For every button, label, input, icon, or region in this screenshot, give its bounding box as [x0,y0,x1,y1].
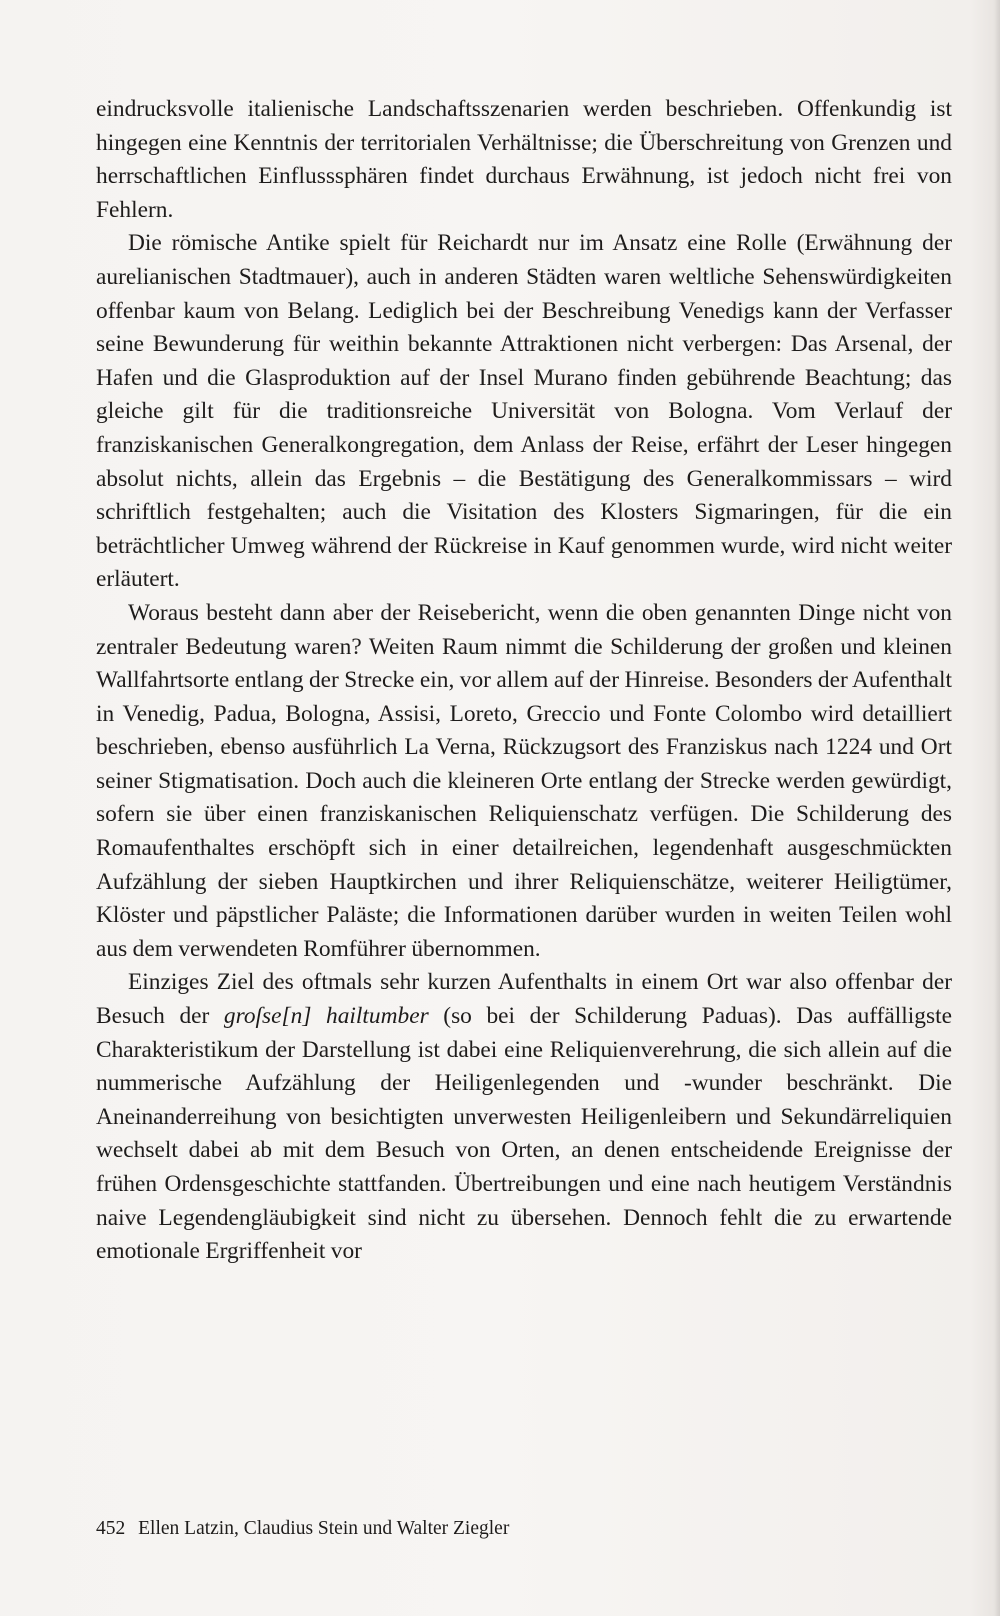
page-number: 452 [96,1518,126,1539]
paragraph-text-before: Einziges Ziel des oftmals sehr kurzen Aufenthalts in einem Ort war also offenbar der Besuch der [96,969,952,1030]
page-footer [96,1516,509,1542]
running-footer-authors: Ellen Latzin, Claudius Stein und Walter Ziegler [138,1518,510,1539]
paragraph-continuation: eindrucksvolle italienische Landschaftsszenarien werden beschrieben. Offenkundig ist hingegen eine Kenntnis der territorialen Verhältnisse; die Überschreitung von Grenzen und herrschaftlichen Einflusssphären findet durchaus Erwähnung, ist jedoch nicht frei von Fehlern. [96,96,952,223]
paragraph-relic-veneration [96,966,952,1268]
paragraph-text-after: (so bei der Schilderung Paduas). Das auffälligste Charakteristikum der Darstellung ist dabei eine Reliquienverehrung, die sich allein auf die nummerische Aufzählung der Heiligenlegenden und -wunder beschränkt. Die Aneinanderreihung von besichtigten unverwesten Heiligenleibern und Sekundärreliquien wechselt dabei ab mit dem Besuch von Orten, an denen entscheidende Ereignisse der frühen Ordensgeschichte stattfanden. Übertreibungen und eine nach heutigem Verständnis naive Legendengläubigkeit sind nicht zu übersehen. Dennoch fehlt die zu erwartende emotionale Ergriffenheit vor [96,1003,952,1265]
quoted-term: groſse[n] hailtumber [223,1003,429,1030]
paragraph-roman-antiquity: Die römische Antike spielt für Reichardt nur im Ansatz eine Rolle (Erwähnung der aurelianischen Stadtmauer), auch in anderen Städten waren weltliche Sehenswürdigkeiten offenbar kaum von Belang. Lediglich bei der Beschreibung Venedigs kann der Verfasser seine Bewunderung für weithin bekannte Attraktionen nicht verbergen: Das Arsenal, der Hafen und die Glasproduktion auf der Insel Murano finden gebührende Beachtung; das gleiche gilt für die traditionsreiche Universität von Bologna. Vom Verlauf der franziskanischen Generalkongregation, dem Anlass der Reise, erfährt der Leser hingegen absolut nichts, allein das Ergebnis – die Bestätigung des Generalkommissars – wird schriftlich festgehalten; auch die Visitation des Klosters Sigmaringen, für die ein beträchtlicher Umweg während der Rückreise in Kauf genommen wurde, wird nicht weiter erläutert. [96,230,952,593]
page-edge-shadow [994,0,1000,1616]
paragraph-pilgrimage-sites: Woraus besteht dann aber der Reisebericht, wenn die oben genannten Dinge nicht von zentraler Bedeutung waren? Weiten Raum nimmt die Schilderung der großen und kleinen Wallfahrtsorte entlang der Strecke ein, vor allem auf der Hinreise. Besonders der Aufenthalt in Venedig, Padua, Bologna, Assisi, Loreto, Greccio und Fonte Colombo wird detailliert beschrieben, ebenso ausführlich La Verna, Rückzugsort des Franziskus nach 1224 und Ort seiner Stigmatisation. Doch auch die kleineren Orte entlang der Strecke werden gewürdigt, sofern sie über einen franziskanischen Reliquienschatz verfügen. Die Schilderung des Romaufenthaltes erschöpft sich in einer detailreichen, legendenhaft ausgeschmückten Aufzählung der sieben Hauptkirchen und ihrer Reliquienschätze, weiterer Heiligtümer, Klöster und päpstlicher Paläste; die Informationen darüber wurden in weiten Teilen wohl aus dem verwendeten Romführer übernommen. [96,599,952,962]
body-text [96,93,952,1269]
